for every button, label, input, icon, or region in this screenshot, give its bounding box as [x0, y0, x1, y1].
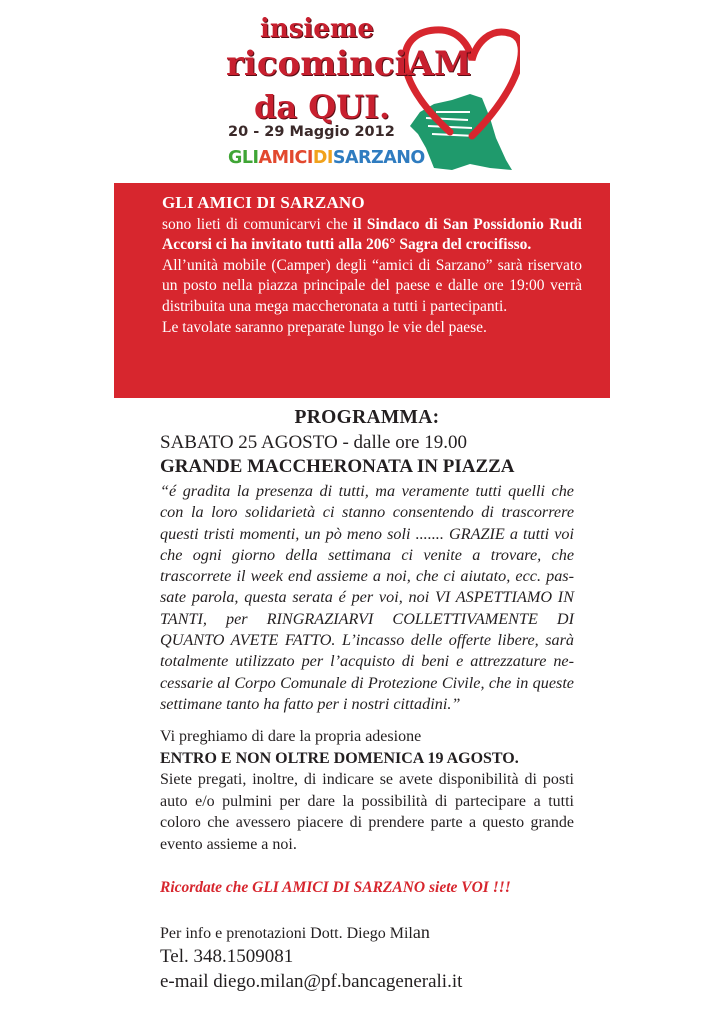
- program-title: PROGRAMMA:: [294, 407, 440, 428]
- announcement-box: [114, 183, 610, 398]
- logo-line-insieme: insieme: [260, 14, 374, 44]
- contact-info-prefix: Per info e prenotazioni Dott. Diego Mil: [160, 925, 413, 943]
- program-section: [160, 405, 574, 994]
- request-paragraph: [160, 726, 574, 855]
- contact-phone: Tel. 348.1509081: [160, 946, 294, 968]
- brand-part-di: DI: [312, 148, 333, 168]
- program-quote: “é gradita la presenza di tutti, ma veramente tutti quelli che con la loro solidarietà ci stanno consentendo di trascorrere questi tristi momenti, un pò meno soli ....... GRAZIE a tutti voi che ogni giorno della settimana ci venite a trovare, che trascorrete il week end assieme a noi, che ci aiutato, ecc. passate parola, questa serata é per voi, noi VI ASPETTIAMO IN TANTI, per RINGRAZIARVI COLLETTIVAMENTE DI QUANTO AVETE FATTO. L’incasso delle offerte libere, sarà totalmente utilizzato per l’acquisto di beni e attrezzature necessarie al Corpo Comunale di Protezione Civile, che in queste settimane tanto ha fatto per i nostri cittadini.”: [160, 482, 574, 713]
- brand-part-amici: AMICI: [258, 148, 313, 168]
- announcement-title: GLI AMICI DI SARZANO: [162, 193, 365, 212]
- contact-info: [160, 922, 574, 944]
- contact-info-suffix: an: [412, 922, 430, 943]
- announcement-intro: sono lieti di comunicarvi che: [162, 215, 353, 233]
- event-dates: 20 - 29 Maggio 2012: [228, 124, 395, 140]
- request-deadline: ENTRO E NON OLTRE DOMENICA 19 AGOSTO.: [160, 749, 519, 767]
- brand-part-sarzano: SARZANO: [332, 148, 425, 168]
- request-line: Vi preghiamo di dare la propria adesione: [160, 728, 422, 746]
- event-logo: [220, 8, 520, 178]
- program-date: SABATO 25 AGOSTO - dalle ore 19.00: [160, 432, 467, 453]
- request-body: Siete pregati, inoltre, di indicare se avete disponibilità di posti auto e/o pulmini per dare la possibilità di partecipare a tutti coloro che avessero piacere di prendere parte a questo grande evento assieme a noi.: [160, 771, 574, 853]
- program-event: GRANDE MACCHERONATA IN PIAZZA: [160, 456, 515, 477]
- announcement-bold: il Sindaco di San Possidonio Rudi Accorsi ci ha invitato tutti alla 206° Sagra del crocifisso.: [162, 215, 582, 254]
- reminder-text: Ricordate che GLI AMICI DI SARZANO siete VOI !!!: [160, 879, 511, 897]
- brand-name: [228, 148, 425, 168]
- contact-email: e-mail diego.milan@pf.bancagenerali.it: [160, 971, 463, 993]
- announcement-paragraph-2: All’unità mobile (Camper) degli “amici di Sarzano” sarà riservato un posto nella piazza principale del paese e dalle ore 19:00 verrà distribuita una mega maccheronata a tutti i partecipanti.: [162, 256, 582, 315]
- logo-line-ricominciam: ricominciAM: [226, 44, 472, 84]
- announcement-paragraph-1: [162, 215, 582, 256]
- logo-line-da-qui: da QUI.: [254, 88, 391, 126]
- announcement-paragraph-3: Le tavolate saranno preparate lungo le vie del paese.: [162, 318, 487, 336]
- brand-part-gli: GLI: [228, 148, 259, 168]
